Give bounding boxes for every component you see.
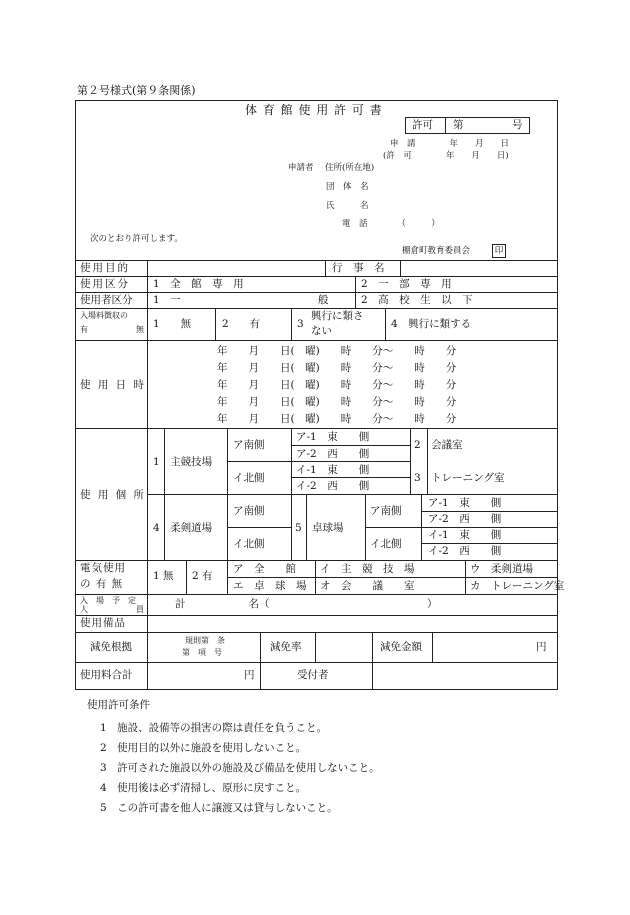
reduction-amount-yen: 円: [536, 641, 547, 653]
label-use-type: 使用区分: [80, 278, 130, 290]
tt-i2[interactable]: イ-2 西 側: [428, 545, 502, 557]
condition-item-3: 3 許可された施設以外の施設及び備品を使用しないこと。: [100, 762, 380, 774]
applicant-phone: 電 話 （ ）: [342, 219, 440, 229]
fee-option-3-number[interactable]: 3: [297, 318, 304, 330]
applicant-name: 氏 名: [326, 201, 369, 211]
date-line-3: 年 月 日( 曜) 時 分～ 時 分: [217, 379, 457, 391]
permit-go: 号: [512, 119, 523, 131]
tt-south[interactable]: ア南側: [370, 505, 402, 517]
electric-e[interactable]: エ 卓 球 場: [233, 580, 307, 592]
conditions-heading: 使用許可条件: [87, 699, 150, 711]
user-type-option-2[interactable]: 2 高 校 生 以 下: [361, 294, 473, 306]
label-purpose: 使用目的: [80, 262, 130, 274]
fee-option-3-line2: ない: [311, 325, 332, 337]
fee-option-4[interactable]: 4 興行に類する: [391, 318, 472, 330]
issuer-name: 棚倉町教育委員会: [402, 246, 471, 256]
label-electric-1: 電気使用: [80, 562, 126, 574]
rule-line-1: 規則第 条: [185, 636, 225, 645]
electric-option-2[interactable]: 2 有: [192, 570, 213, 582]
electric-i[interactable]: イ 主 競 技 場: [320, 563, 415, 575]
tt-a1[interactable]: ア-1 東 側: [428, 497, 502, 509]
label-event-name: 行 事 名: [332, 262, 385, 274]
applicant-group: 団 体 名: [326, 182, 369, 192]
tt-a2[interactable]: ア-2 西 側: [428, 513, 502, 525]
electric-option-1[interactable]: 1 無: [153, 570, 174, 582]
rule-line-2: 第 項 号: [182, 648, 222, 657]
main-i1[interactable]: イ-1 東 側: [296, 464, 370, 476]
label-fee-2b: 無: [136, 325, 144, 334]
fee-option-3-line1: 興行に類さ: [311, 310, 364, 322]
date-line-2: 年 月 日( 曜) 時 分～ 時 分: [217, 362, 457, 374]
label-equipment: 使用備品: [80, 617, 126, 629]
condition-item-5: 5 この許可書を他人に譲渡又は貸与しないこと。: [100, 802, 338, 814]
electric-ka[interactable]: カ トレーニング室: [470, 580, 565, 592]
judo-north[interactable]: イ北側: [233, 538, 265, 550]
label-fee-2a: 有: [80, 325, 88, 334]
user-type-option-1a[interactable]: 1 一: [153, 294, 181, 306]
label-attend-2a: 人: [80, 605, 88, 614]
attendance-total: 計 名（ ）: [175, 598, 438, 610]
applicant-address: 住所(所在地): [325, 163, 375, 173]
electric-a[interactable]: ア 全 館: [233, 563, 296, 575]
fee-option-1[interactable]: 1 無: [153, 318, 192, 330]
form-title: 体 育 館 使 用 許 可 書: [245, 103, 383, 117]
condition-item-1: 1 施設、設備等の損害の際は責任を負うこと。: [100, 722, 328, 734]
main-i2[interactable]: イ-2 西 側: [296, 480, 370, 492]
use-type-option-1[interactable]: 1 全 館 専 用: [153, 278, 244, 290]
date-line-4: 年 月 日( 曜) 時 分～ 時 分: [217, 396, 457, 408]
condition-item-2: 2 使用目的以外に施設を使用しないこと。: [100, 742, 307, 754]
label-reduction-rate: 減免率: [270, 641, 302, 653]
label-date: 使 用 日 時: [80, 379, 147, 391]
judo-hall-label: 4 柔剣道場: [153, 522, 213, 534]
table-tennis-number: 5: [295, 522, 302, 534]
use-type-option-2[interactable]: 2 一 部 専 用: [361, 278, 452, 290]
label-user-type: 使用者区分: [80, 294, 133, 306]
electric-o[interactable]: オ 会 議 室: [320, 580, 415, 592]
label-attend-1: 入 場 予 定: [80, 596, 136, 605]
seal-mark: 印: [492, 244, 506, 258]
date-line-5: 年 月 日( 曜) 時 分～ 時 分: [217, 413, 457, 425]
training-room[interactable]: 3 トレーニング室: [414, 472, 505, 484]
form-number: 第２号様式(第９条関係): [77, 84, 196, 97]
fee-total-yen: 円: [244, 669, 255, 681]
notice-text: 次のとおり許可します。: [90, 234, 183, 244]
judo-south[interactable]: ア南側: [233, 505, 265, 517]
main-north[interactable]: イ北側: [233, 472, 265, 484]
label-electric-2: の 有 無: [80, 578, 124, 590]
label-fee-1: 入場料徴収の: [80, 311, 128, 320]
label-reduction-basis: 減免根拠: [90, 641, 132, 653]
main-arena-label: 1 主競技場: [153, 456, 213, 468]
applicant-label: 申請者: [288, 163, 314, 173]
electric-u[interactable]: ウ 柔剣道場: [470, 563, 533, 575]
label-place: 使 用 個 所: [80, 489, 147, 501]
tt-north[interactable]: イ北側: [370, 538, 402, 550]
permit-label: 許可: [412, 119, 433, 131]
label-fee-total: 使用料合計: [80, 669, 133, 681]
label-attend-2b: 員: [136, 605, 144, 614]
label-reduction-amount: 減免金額: [380, 641, 422, 653]
main-south[interactable]: ア南側: [233, 439, 265, 451]
main-a1[interactable]: ア-1 東 側: [296, 431, 370, 443]
application-date: 申 請 年 月 日: [390, 139, 510, 149]
meeting-room[interactable]: 2 会議室: [414, 439, 463, 451]
main-a2[interactable]: ア-2 西 側: [296, 448, 370, 460]
tt-i1[interactable]: イ-1 東 側: [428, 529, 502, 541]
table-tennis-label: 卓球場: [312, 522, 344, 534]
fee-option-2[interactable]: 2 有: [222, 318, 261, 330]
label-receiver: 受付者: [297, 669, 329, 681]
user-type-option-1b[interactable]: 般: [318, 294, 329, 306]
permit-date: (許 可 年 月 日): [383, 151, 509, 161]
condition-item-4: 4 使用後は必ず清掃し、原形に戻すこと。: [100, 782, 307, 794]
permit-dai: 第: [453, 119, 464, 131]
date-line-1: 年 月 日( 曜) 時 分～ 時 分: [217, 345, 457, 357]
